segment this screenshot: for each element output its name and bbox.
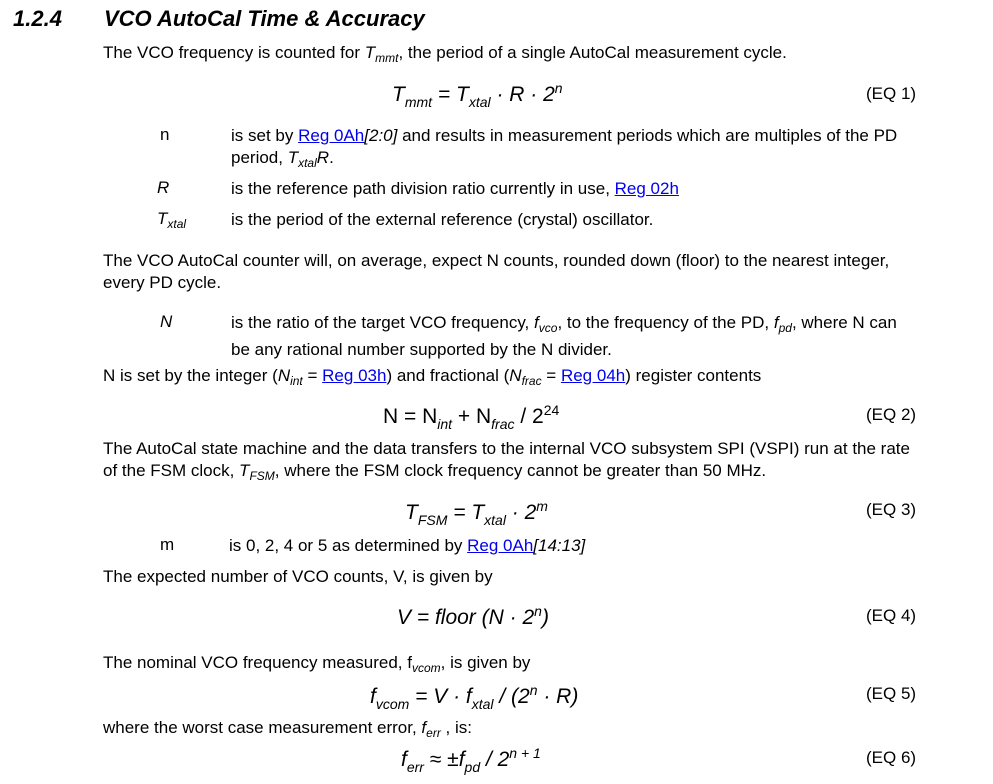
- def-symbol-txtal: $T_{xtal}$: [157, 209, 187, 231]
- def-symbol-n: n: [160, 125, 170, 144]
- equation-2-number: (EQ 2): [866, 405, 917, 424]
- equation-6: $f_{err} \approx \pm f_{pd} / 2^{n + 1}$: [401, 745, 541, 775]
- equation-3-number: (EQ 3): [866, 500, 917, 519]
- paragraph-4: The AutoCal state machine and the data transfers to the internal VCO subsystem SPI (VSPI) run at the rate of the FSM clock, $T_{FSM}$, where the FSM clock frequency cannot be greater than 50 MHz.: [103, 439, 910, 483]
- paragraph-2: The VCO AutoCal counter will, on average, expect N counts, rounded down (floor) to the nearest integer, every PD cycle.: [103, 251, 890, 292]
- def-symbol-N: N: [160, 312, 173, 331]
- equation-5: $f_{vcom} = V \cdot f_{xtal} / (2^n \cdot R)$: [370, 682, 579, 712]
- def-symbol-r: R: [157, 178, 170, 197]
- def-text-N: is the ratio of the target VCO frequency, $f_{vco}$, to the frequency of the PD, $f_{pd}$, where N can be any rational number supported by the N divider.: [231, 313, 897, 359]
- paragraph-6: The nominal VCO frequency measured, $f_{vcom}$, is given by: [103, 653, 531, 675]
- def-text-txtal: is the period of the external reference (crystal) oscillator.: [231, 210, 654, 229]
- equation-2: $N = N_{int} + N_{frac} / 2^{24}$: [383, 402, 560, 432]
- equation-4: V = floor $(N \cdot 2^n)$: [397, 603, 549, 629]
- link-reg-03h[interactable]: Reg 03h: [322, 366, 387, 385]
- def-text-n: is set by Reg 0Ah[2:0] and results in measurement periods which are multiples of the PD period, $T_{xtal}R$.: [231, 126, 898, 170]
- link-reg-0ah-m[interactable]: Reg 0Ah: [467, 536, 534, 555]
- def-symbol-m: m: [160, 535, 175, 554]
- paragraph-3: N is set by the integer ($N_{int}$ = Reg 03h) and fractional ($N_{frac}$ = Reg 04h) register contents: [103, 366, 762, 388]
- equation-6-number: (EQ 6): [866, 748, 917, 767]
- paragraph-5: The expected number of VCO counts, V, is given by: [103, 567, 493, 586]
- equation-3: $T_{FSM} = T_{xtal} \cdot 2^m$: [405, 498, 548, 528]
- paragraph-1: The VCO frequency is counted for $T_{mmt}$, the period of a single AutoCal measurement cycle.: [103, 43, 787, 65]
- link-reg-04h[interactable]: Reg 04h: [560, 366, 626, 385]
- link-reg-0ah[interactable]: Reg 0Ah: [298, 126, 365, 145]
- link-reg-02h[interactable]: Reg 02h: [614, 179, 679, 198]
- def-text-m: is 0, 2, 4 or 5 as determined by Reg 0Ah[14:13]: [229, 536, 586, 555]
- equation-1: $T_{mmt} = T_{xtal} \cdot R \cdot 2^n$: [392, 80, 563, 110]
- equation-1-number: (EQ 1): [866, 84, 917, 103]
- def-text-r: is the reference path division ratio currently in use, Reg 02h: [231, 179, 679, 198]
- equation-5-number: (EQ 5): [866, 684, 917, 703]
- paragraph-7: where the worst case measurement error, $f_{err}$ , is:: [103, 718, 472, 740]
- equation-4-number: (EQ 4): [866, 606, 917, 625]
- section-title: VCO AutoCal Time & Accuracy: [104, 6, 425, 31]
- section-number: 1.2.4: [13, 6, 62, 31]
